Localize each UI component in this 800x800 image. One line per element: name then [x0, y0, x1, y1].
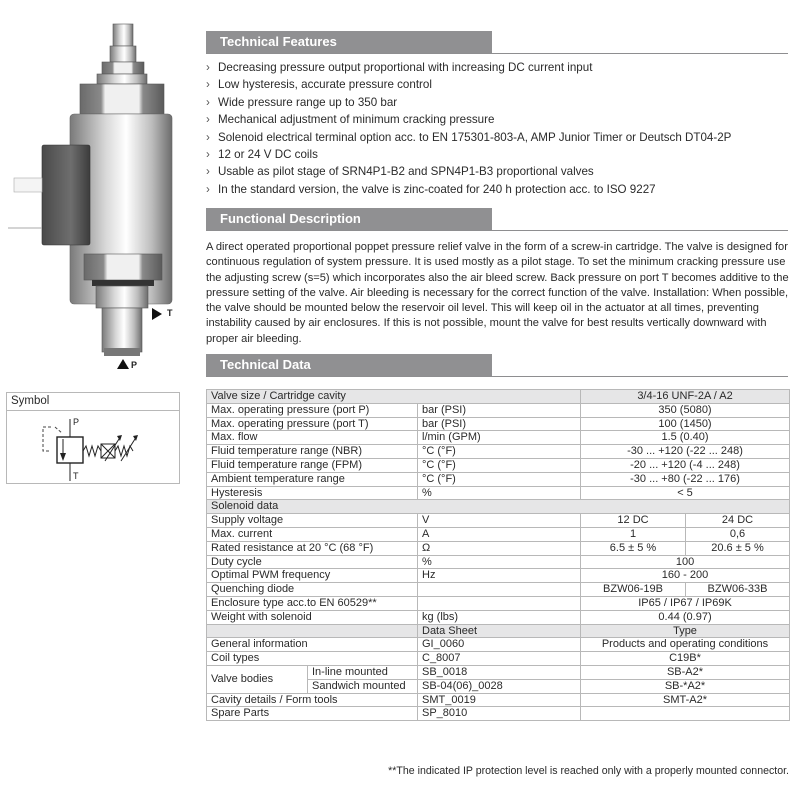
table-row: Supply voltage V 12 DC 24 DC — [207, 514, 790, 528]
table-row: General information GI_0060 Products and operating conditions — [207, 638, 790, 652]
port-t-arrow-icon — [152, 308, 162, 320]
table-header-row: Data Sheet Type — [207, 624, 790, 638]
feature-item: › Wide pressure range up to 350 bar — [206, 94, 731, 111]
port-p-arrow-icon — [117, 359, 129, 369]
features-list — [206, 59, 731, 198]
table-row: Optimal PWM frequency Hz 160 - 200 — [207, 569, 790, 583]
feature-item: › Solenoid electrical terminal option acc. to EN 175301-803-A, AMP Junior Timer or Deutsch DT04-2P — [206, 129, 731, 146]
table-row: Ambient temperature range °C (°F) -30 ... +80 (-22 ... 176) — [207, 472, 790, 486]
functional-description-text: A direct operated proportional poppet pressure relief valve in the form of a screw-in cartridge. The valve is designed for continuous regulation of system pressure. It is used mostly as a pilot stage. To set the minimum cracking pressure use the adjusting screw (s=5) which incorporates also the air bleed screw. Back pressure on port T becomes additive to the pressure setting of the valve. Air bleeding is necessary for the correct function of the valve. Installation: When possible, the valve should be mounted below the reservoir oil level. This will keep oil in the actuator at all times, preventing instability caused by air enclosures. If this is not possible, mount the valve for best results vertically downward with proper air bleeding. — [206, 241, 789, 345]
table-row: Max. flow l/min (GPM) 1.5 (0.40) — [207, 431, 790, 445]
feature-item: › Low hysteresis, accurate pressure control — [206, 76, 731, 93]
table-row: Valve size / Cartridge cavity 3/4-16 UNF-2A / A2 — [207, 390, 790, 404]
technical-features-header — [206, 31, 788, 54]
feature-item: › Usable as pilot stage of SRN4P1-B2 and SPN4P1-B3 proportional valves — [206, 163, 731, 180]
symbol-box — [6, 392, 180, 484]
feature-item: › Decreasing pressure output proportional with increasing DC current input — [206, 59, 731, 76]
table-row: Rated resistance at 20 °C (68 °F) Ω 6.5 ± 5 % 20.6 ± 5 % — [207, 541, 790, 555]
port-p-label: P — [131, 360, 138, 370]
functional-description-header — [206, 208, 788, 231]
section-title: Functional Description — [206, 208, 492, 230]
table-row: Enclosure type acc.to EN 60529** IP65 / IP67 / IP69K — [207, 596, 790, 610]
table-row: Max. operating pressure (port T) bar (PSI) 100 (1450) — [207, 417, 790, 431]
table-row: Max. operating pressure (port P) bar (PSI) 350 (5080) — [207, 403, 790, 417]
feature-item: › Mechanical adjustment of minimum cracking pressure — [206, 111, 731, 128]
table-row: Fluid temperature range (FPM) °C (°F) -20 ... +120 (-4 ... 248) — [207, 458, 790, 472]
section-title: Technical Data — [206, 354, 492, 376]
table-row: Duty cycle % 100 — [207, 555, 790, 569]
hydraulic-symbol-icon — [7, 411, 179, 483]
table-row: Cavity details / Form tools SMT_0019 SMT-A2* — [207, 693, 790, 707]
section-title: Technical Features — [206, 31, 492, 53]
table-row: Quenching diode BZW06-19B BZW06-33B — [207, 583, 790, 597]
footnote: **The indicated IP protection level is reached only with a properly mounted connector. — [388, 765, 789, 777]
technical-data-header — [206, 354, 788, 377]
table-row: Hysteresis % < 5 — [207, 486, 790, 500]
svg-text:P: P — [73, 417, 80, 427]
table-row: Spare Parts SP_8010 — [207, 707, 790, 721]
valve-illustration — [0, 20, 200, 390]
symbol-label: Symbol — [7, 393, 179, 411]
table-row: Coil types C_8007 C19B* — [207, 652, 790, 666]
port-t-label: T — [167, 308, 173, 318]
table-row: Solenoid data — [207, 500, 790, 514]
technical-data-table — [206, 389, 790, 721]
table-row: Max. current A 1 0,6 — [207, 527, 790, 541]
table-row: Weight with solenoid kg (lbs) 0.44 (0.97) — [207, 610, 790, 624]
feature-item: › 12 or 24 V DC coils — [206, 146, 731, 163]
feature-item: › In the standard version, the valve is zinc-coated for 240 h protection acc. to ISO 9227 — [206, 181, 731, 198]
svg-text:T: T — [73, 471, 79, 481]
table-row: Valve bodies In-line mounted SB_0018 SB-A2* — [207, 665, 790, 679]
table-row: Sandwich mounted SB-04(06)_0028 SB-*A2* — [207, 679, 790, 693]
table-row: Fluid temperature range (NBR) °C (°F) -30 ... +120 (-22 ... 248) — [207, 445, 790, 459]
